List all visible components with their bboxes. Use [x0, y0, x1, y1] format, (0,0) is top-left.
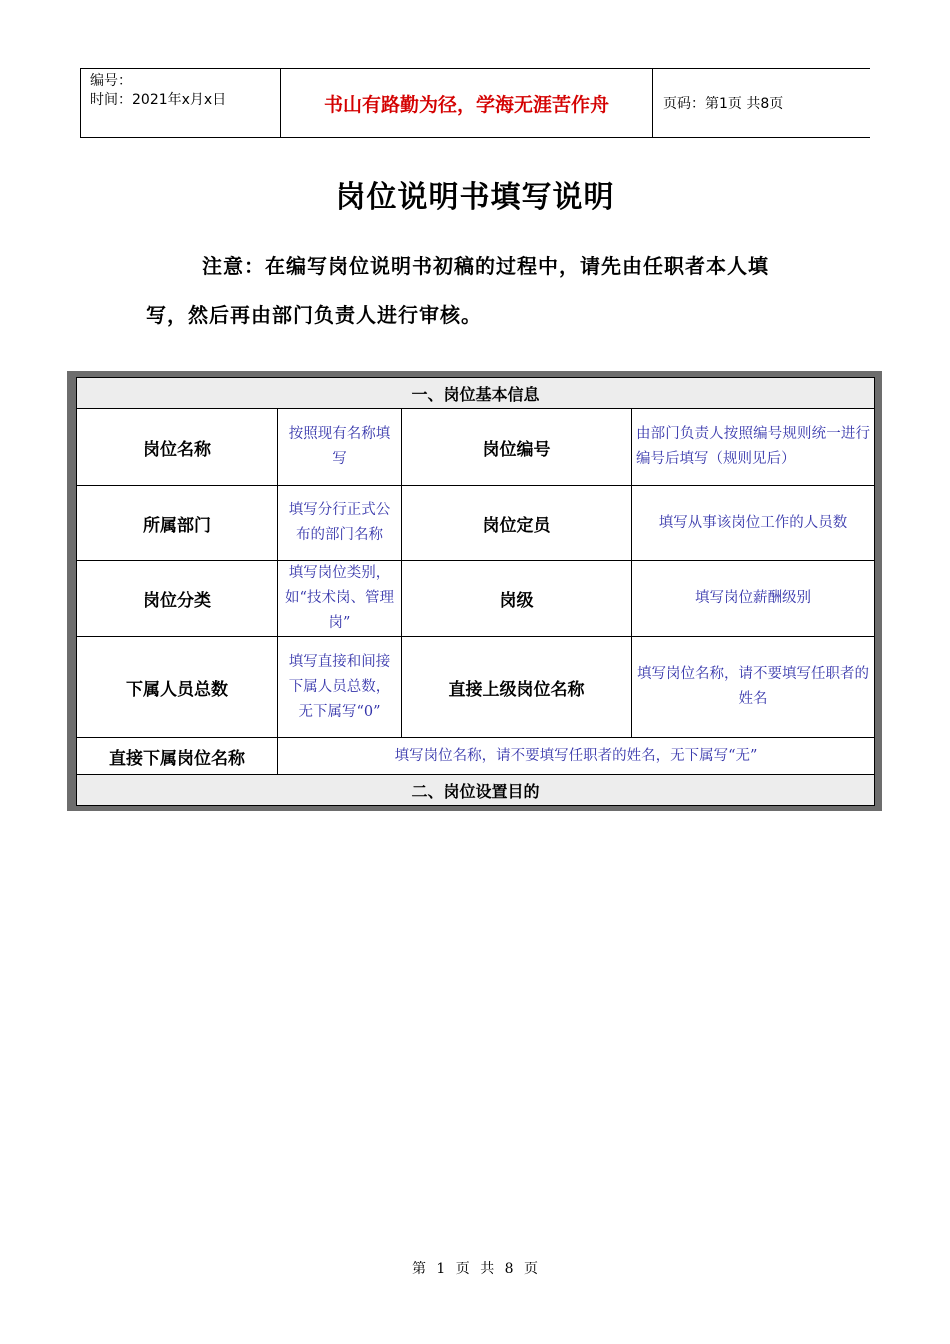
- label-direct-subordinates: 直接下属岗位名称: [77, 738, 278, 775]
- value-direct-subordinates: 填写岗位名称，请不要填写任职者的姓名，无下属写“无”: [278, 738, 875, 775]
- job-info-table: [76, 377, 875, 806]
- table-row: [77, 486, 875, 561]
- label-position-name: 岗位名称: [77, 409, 278, 486]
- section-position-purpose: 二、岗位设置目的: [77, 775, 875, 806]
- document-number-label: 编号：: [90, 73, 132, 89]
- label-headcount: 岗位定员: [402, 486, 632, 561]
- page-footer: 第 1 页 共 8 页: [411, 1261, 539, 1277]
- label-direct-superior: 直接上级岗位名称: [402, 637, 632, 738]
- value-headcount: 填写从事该岗位工作的人员数: [632, 486, 875, 561]
- table-row: [77, 561, 875, 637]
- value-position-code: 由部门负责人按照编号规则统一进行编号后填写（规则见后）: [632, 409, 875, 486]
- value-grade: 填写岗位薪酬级别: [632, 561, 875, 637]
- document-time-label: 时间：2021年x月x日: [90, 92, 227, 108]
- label-position-code: 岗位编号: [402, 409, 632, 486]
- label-grade: 岗级: [402, 561, 632, 637]
- note-line-2: 写，然后再由部门负责人进行审核。: [146, 303, 482, 327]
- table-row: [77, 409, 875, 486]
- value-direct-superior: 填写岗位名称，请不要填写任职者的姓名: [632, 637, 875, 738]
- table-row: [77, 738, 875, 775]
- header-page-info: 页码：第1页 共8页: [663, 96, 784, 112]
- label-subordinate-total: 下属人员总数: [77, 637, 278, 738]
- header-meta: [80, 69, 281, 137]
- label-department: 所属部门: [77, 486, 278, 561]
- note-line-1: 注意：在编写岗位说明书初稿的过程中，请先由任职者本人填: [202, 254, 769, 278]
- label-category: 岗位分类: [77, 561, 278, 637]
- value-category: 填写岗位类别，如“技术岗、管理岗”: [278, 561, 402, 637]
- page-header: [80, 68, 870, 138]
- header-motto: 书山有路勤为径，学海无涯苦作舟: [281, 69, 653, 137]
- value-position-name: 按照现有名称填写: [278, 409, 402, 486]
- value-subordinate-total: 填写直接和间接下属人员总数，无下属写“0”: [278, 637, 402, 738]
- value-department: 填写分行正式公布的部门名称: [278, 486, 402, 561]
- document-title: 岗位说明书填写说明: [335, 180, 615, 215]
- table-row: [77, 637, 875, 738]
- info-table-frame: [67, 371, 882, 811]
- section-basic-info: 一、岗位基本信息: [77, 378, 875, 409]
